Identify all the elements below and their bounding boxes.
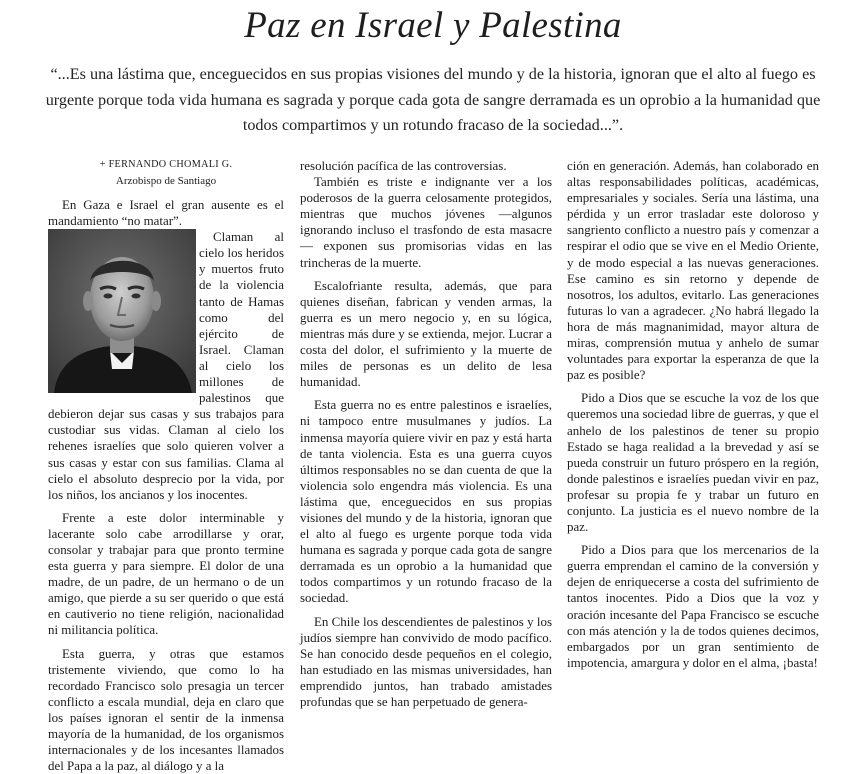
column-2 bbox=[300, 158, 552, 718]
author-photo bbox=[48, 229, 196, 393]
author-role: Arzobispo de Santiago bbox=[115, 175, 217, 187]
paragraph: Esta guerra no es entre palestinos e israelíes, ni tampoco entre musulmanes y judíos. La inmensa mayoría quiere vivir en paz y está harta de tanta violencia. Esta es una guerra cuyos últimos responsables no se dan cuenta de que la violencia solo engendra más violencia. Es una lástima que, enceguecidos en sus propias visiones del mundo y de la historia, ignoran que el alto al fuego es urgente porque toda vida humana es sagrada y porque cada gota de sangre derramada es un oprobio a la humanidad que todos compartimos y un rotundo fracaso de la sociedad. bbox=[300, 397, 552, 606]
author-byline: + FERNANDO CHOMALI G. bbox=[99, 159, 233, 170]
paragraph: Pido a Dios para que los mercenarios de la guerra emprendan el camino de la conversión y dejen de enriquecerse a costa del sufrimiento de tantos inocentes. Pido a Dios que la voz y oración incesante del Papa Francisco se escuche con más atención y la de todos quienes decimos, embargados por un gran sentimiento de impotencia, amargura y dolor en el alma, ¡basta! bbox=[567, 542, 819, 670]
column-1 bbox=[48, 158, 284, 774]
article-title: Paz en Israel y Palestina bbox=[244, 5, 622, 46]
paragraph: resolución pacífica de las controversias. bbox=[300, 158, 507, 173]
paragraph: Pido a Dios que se escuche la voz de los que queremos una sociedad libre de guerras, y que el anhelo de los palestinos de tener su propio Estado se haga realidad a la brevedad y así se pueda construir un futuro próspero en la región, donde palestinos e israelíes puedan vivir en paz, profesar su propia fe y trabar un futuro en conjunto. La justicia es el nuevo nombre de la paz. bbox=[567, 390, 819, 535]
paragraph: En Chile los descendientes de palestinos y los judíos siempre han convivido de modo pacífico. Se han conocido desde pequeños en el colegio, han estudiado en las mismas universidades, han emprendido juntos, han trabado amistades profundas que se han perpetuado de genera- bbox=[300, 613, 552, 709]
pull-quote: “...Es una lástima que, enceguecidos en sus propias visiones del mundo y de la historia, ignoran que el alto al fuego es urgente porque toda vida humana es sagrada y porque cada gota de sangre derramada es un oprobio a la humanidad que todos compartimos y un rotundo fracaso de la sociedad...”. bbox=[45, 65, 821, 134]
author-portrait-image bbox=[48, 229, 196, 393]
paragraph: Frente a este dolor interminable y lacerante solo cabe arrodillarse y orar, consolar y trabajar para que pronto termine esta guerra y para siempre. El dolor de una madre, de un padre, de un hermano o de un amigo, que pierde a su ser querido o que está en cautiverio no tiene religión, nacionalidad ni militancia política. bbox=[48, 509, 284, 638]
paragraph: También es triste e indignante ver a los poderosos de la guerra celosamente protegidos, mientras que muchos jóvenes —algunos ignorando incluso el trasfondo de esta masacre— exponen sus promisorias vidas en las trincheras de la muerte. bbox=[300, 174, 552, 270]
paragraph: ción en generación. Además, han colaborado en altas responsabilidades políticas, académicas, empresariales y sociales. Sería una lástima, una pérdida y un error trasladar este doloroso y sangriento conflicto a nuestro país y comenzar a respirar el odio que se vive en el Medio Oriente, y de modo especial a las nuevas generaciones. Ese camino es sin retorno y depende de nosotros, los adultos, evitarlo. Las generaciones futuras lo van a agradecer. ¿No habrá llegado la hora de más magnanimidad, mayor altura de miras, comprensión mutua y anhelo de sumar voluntades para exportar la esperanza de que la paz es posible? bbox=[567, 158, 819, 383]
paragraph: En Gaza e Israel el gran ausente es el mandamiento “no matar”. bbox=[48, 197, 284, 229]
paragraph: Esta guerra, y otras que estamos tristemente viviendo, que como lo ha recordado Francisco solo presagia un tercer conflicto a escala mundial, deja en claro que los países ignoran el sentir de la inmensa mayoría de la humanidad, de los organismos internacionales y de los incesantes llamados del Papa a la paz, al diálogo y a la bbox=[48, 645, 284, 774]
paragraph: Escalofriante resulta, además, que para quienes diseñan, fabrican y venden armas, la guerra es un mero negocio y, en su lógica, mientras más dure y se extienda, mejor. Lucrar a costa del dolor, el sufrimiento y la muerte de miles de personas es un delito de lesa humanidad. bbox=[300, 277, 552, 390]
column-3 bbox=[567, 158, 819, 718]
paragraph: Claman al cielo los heridos y muertos fruto de la violencia tanto de Hamas como del ejército de Israel. Claman al cielo los millones de palestinos que debieron dejar sus casas y sus trabajos para custodiar sus vidas. Claman al cielo los rehenes israelíes que solo quieren volver a sus casas y estar con sus familias. Clama al cielo el absoluto desprecio por la vida, por los niños, los ancianos y los inocentes. bbox=[48, 229, 284, 502]
